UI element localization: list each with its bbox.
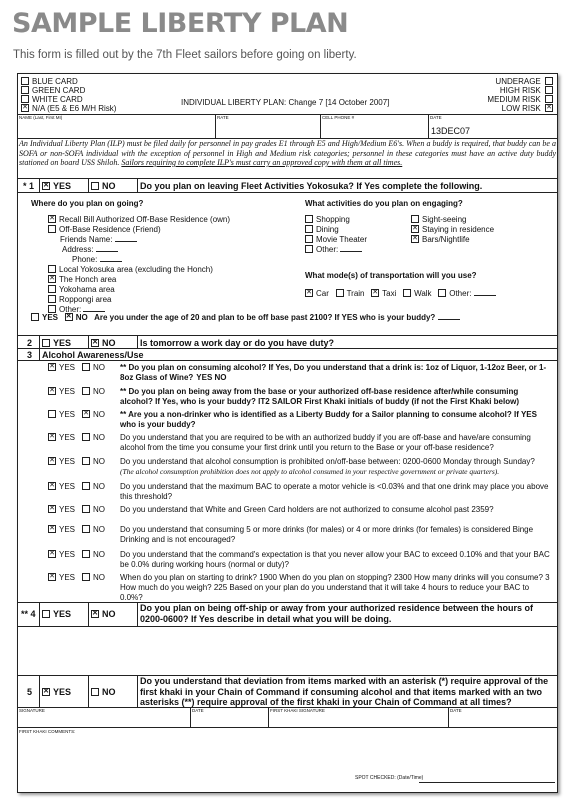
medium-risk-checkbox[interactable] (545, 95, 553, 103)
underage-no[interactable]: ✕ NO (65, 313, 88, 322)
activities-left-list (305, 215, 367, 255)
section-4-question: Do you plan on being off-ship or away from your authorized residence between the hours of 0200-0600? If Yes describe in detail what you will be doing. (140, 603, 534, 624)
alcohol-yes-option[interactable]: ✕YES (48, 433, 75, 442)
alcohol-no-option[interactable]: NO (82, 550, 105, 559)
comments-field[interactable]: FIRST KHAKI COMMENTS: (19, 729, 76, 734)
activity-option[interactable]: ✕Staying in residence (411, 225, 494, 235)
underage-text: Are you under the age of 20 and plan to be off base past 2100? If YES who is your buddy? (94, 313, 436, 322)
alcohol-yes-option[interactable]: ✕YES (48, 525, 75, 534)
section-5-yes[interactable]: ✕ YES (42, 687, 71, 697)
signature-date-field[interactable]: DATE (192, 708, 204, 713)
white-card-checkbox[interactable] (21, 95, 29, 103)
section-3-number: 3 (27, 350, 33, 360)
alcohol-yes-option[interactable]: ✕YES (48, 573, 75, 582)
where-option[interactable]: Local Yokosuka area (excluding the Honch) (48, 265, 230, 275)
rate-field-label: RATE (217, 115, 229, 120)
transport-option[interactable]: Walk (403, 289, 431, 298)
activities-title: What activities do you plan on engaging? (305, 199, 463, 208)
activity-option[interactable]: ✕Bars/Nightlife (411, 235, 494, 245)
green-card-checkbox[interactable] (21, 86, 29, 94)
transport-option[interactable]: ✕Car (305, 289, 329, 298)
page-subtitle: This form is filled out by the 7th Fleet sailors before going on liberty. (13, 49, 357, 61)
alcohol-yes-option[interactable]: ✕YES (48, 457, 75, 466)
high-risk-checkbox[interactable] (545, 86, 553, 94)
card-option[interactable] (21, 77, 116, 86)
alcohol-question-text: ** Do you plan on consuming alcohol? If Yes, Do you understand that a drink is: 1oz of Liquor, 1-12oz Beer, or 1-8oz Glass of Wine? YES NO (120, 363, 547, 382)
section-3-title: Alcohol Awareness/Use (42, 350, 144, 360)
section-1-no[interactable]: NO (91, 181, 116, 191)
activity-option[interactable]: Movie Theater (305, 235, 367, 245)
alcohol-question-tail[interactable]: YES NO (196, 373, 227, 382)
card-label: BLUE CARD (32, 77, 78, 86)
section-2-number: 2 (27, 338, 33, 348)
friend-name-field[interactable]: Friends Name: (48, 235, 230, 245)
alcohol-no-option[interactable]: NO (82, 573, 105, 582)
section-2-no[interactable]: ✕ NO (91, 338, 116, 348)
alcohol-question-text: Do you understand that the maximum BAC to operate a motor vehicle is <0.03% and that one drink may place you above this threshold? (120, 482, 549, 501)
transport-option[interactable]: Train (336, 289, 365, 298)
intro-text (19, 139, 556, 168)
date-field-value[interactable]: 13DEC07 (431, 126, 471, 136)
where-option[interactable]: Other: (48, 305, 230, 315)
alcohol-no-option[interactable]: ✕ NO (82, 410, 105, 419)
intro-underlined: Sailors requiring to complete ILP's must carry an approved copy with them at all times. (121, 158, 403, 167)
alcohol-yes-option[interactable]: YES (48, 410, 75, 419)
section-4-no[interactable]: ✕ NO (91, 609, 116, 619)
cell-field-label: CELL PHONE # (322, 115, 355, 120)
section-5-no[interactable]: NO (91, 687, 116, 697)
transport-option[interactable]: Other: (438, 289, 495, 298)
activity-option[interactable]: Dining (305, 225, 367, 235)
alcohol-question-text: Do you understand that the command's expectation is that you never allow your BAC to exceed 0.10% and that your BAC be 0.0% during working hours (normal or duty)? (120, 550, 550, 569)
risk-option[interactable] (487, 86, 553, 95)
alcohol-question-text: ** Are you a non-drinker who is identified as a Liberty Buddy for a Sailor planning to consume alcohol? If YES who is your buddy? (120, 410, 537, 429)
risk-option[interactable] (487, 104, 553, 113)
activity-option[interactable]: Shopping (305, 215, 367, 225)
risk-label: LOW RISK (501, 104, 541, 113)
card-label: WHITE CARD (32, 95, 83, 104)
alcohol-yes-option[interactable]: ✕YES (48, 387, 75, 396)
alcohol-question-text: ** Do you plan on being away from the base or your authorized off-base residence after/while consuming alcohol? If Yes, who is your buddy? IT2 SAILOR First Khaki initials of buddy (if not the First Khaki below) (120, 387, 519, 406)
where-option[interactable]: Yokohama area (48, 285, 230, 295)
section-2-yes[interactable]: YES (42, 338, 71, 348)
name-field-label: NAME (Last, First MI) (19, 115, 63, 120)
signature-field[interactable]: SIGNATURE (19, 708, 45, 713)
risk-label: UNDERAGE (495, 77, 541, 86)
where-list (48, 215, 230, 315)
transport-title: What mode(s) of transportation will you use? (305, 271, 477, 280)
activities-right-list (411, 215, 494, 245)
where-option[interactable]: ✕Recall Bill Authorized Off-Base Residence (own) (48, 215, 230, 225)
na-checkbox[interactable] (21, 104, 29, 112)
activity-option[interactable]: Sight-seeing (411, 215, 494, 225)
underage-question (31, 313, 460, 322)
card-option[interactable] (21, 95, 116, 104)
friend-address-field[interactable]: Address: (48, 245, 230, 255)
risk-option[interactable] (487, 77, 553, 86)
alcohol-yes-option[interactable]: ✕YES (48, 550, 75, 559)
date-field-label: DATE (430, 115, 442, 120)
section-4-description-area[interactable] (19, 627, 556, 675)
where-option[interactable]: Off-Base Residence (Friend) (48, 225, 230, 235)
alcohol-no-option[interactable]: NO (82, 363, 105, 372)
page-title: SAMPLE LIBERTY PLAN (12, 8, 349, 39)
underage-checkbox[interactable] (545, 77, 553, 85)
where-title: Where do you plan on going? (31, 199, 144, 208)
section-5-question: Do you understand that deviation from items marked with an asterisk (*) require approval of the first khaki in your Chain of Command if consuming alcohol and that items marked with an two asterisks (**) require approval of the first khaki in your Chain of Command at all times? (140, 676, 549, 707)
section-1-number: * 1 (23, 181, 35, 191)
transport-option[interactable]: ✕ Taxi (371, 289, 396, 298)
activity-option[interactable]: Other: (305, 245, 367, 255)
transport-list (305, 289, 496, 298)
alcohol-question-text: When do you plan on starting to drink? 1900 When do you plan on stopping? 2300 How many drinks will you consume? 3 How much do you weigh? 225 Based on your plan do you understand that it will take 4 hours to reduce your BAC to 0.0%? (120, 573, 550, 602)
alcohol-question-note: (The alcohol consumption prohibition does not apply to alcohol consumed in your respective government or private quarters). (120, 467, 500, 476)
blue-card-checkbox[interactable] (21, 77, 29, 85)
card-option[interactable] (21, 86, 116, 95)
liberty-plan-form (17, 73, 558, 793)
risk-label: MEDIUM RISK (487, 95, 541, 104)
alcohol-no-option[interactable]: NO (82, 482, 105, 491)
card-option[interactable] (21, 104, 116, 113)
section-5-number: 5 (27, 687, 33, 697)
section-4-number: ** 4 (21, 609, 36, 619)
alcohol-question-text: Do you understand that you are required to be with an authorized buddy if you are off-base and have/are consuming alcohol from the time you consume your first drink until you return to the Base or your off-base residence? (120, 433, 531, 452)
low-risk-checkbox[interactable] (545, 104, 553, 112)
alcohol-question-text: Do you understand that alcohol consumption is prohibited on/off-base between: 0200-0600 Monday through Sunday? (The alcohol consumption prohibition does not apply to alcohol consumed in your respective government or private quarters). (120, 457, 553, 477)
card-type-list (21, 77, 116, 113)
form-title: INDIVIDUAL LIBERTY PLAN: Change 7 [14 October 2007] (181, 98, 390, 107)
intro-paragraph: An Individual Liberty Plan (ILP) must be filed daily for personnel in pay grades E1 through E5 and High/Medium E6's. When a buddy is required, that buddy can be a SOFA or non-SOFA individual with the exception of personnel in High and Medium risk categories; personnel in these categories must have an active duty buddy stationed on board USS Shiloh. (19, 139, 556, 167)
section-4-yes[interactable]: YES (42, 609, 71, 619)
section-1-yes[interactable]: ✕ YES (42, 181, 71, 191)
section-1-question: Do you plan on leaving Fleet Activities Yokosuka? If Yes complete the following. (140, 181, 483, 191)
alcohol-question-text: Do you understand that White and Green Card holders are not authorized to consume alcohol past 2359? (120, 505, 494, 514)
first-khaki-signature-field[interactable]: FIRST KHAKI SIGNATURE (270, 708, 325, 713)
where-option[interactable]: ✕The Honch area (48, 275, 230, 285)
spot-check-field[interactable]: SPOT CHECKED: (Date/Time) (355, 775, 424, 781)
card-label: GREEN CARD (32, 86, 86, 95)
underage-yes[interactable]: YES (31, 313, 58, 322)
alcohol-no-option[interactable]: NO (82, 505, 105, 514)
alcohol-question-text: Do you understand that consuming 5 or more drinks (for males) or 4 or more drinks (for females) is considered Binge Drinking and is not encouraged? (120, 525, 534, 544)
alcohol-no-option[interactable]: NO (82, 387, 105, 396)
alcohol-no-option[interactable]: NO (82, 433, 105, 442)
where-option[interactable]: Roppongi area (48, 295, 230, 305)
alcohol-yes-option[interactable]: ✕YES (48, 505, 75, 514)
card-label: N/A (E5 & E6 M/H Risk) (32, 104, 117, 113)
alcohol-no-option[interactable]: NO (82, 525, 105, 534)
first-khaki-date-field[interactable]: DATE (450, 708, 462, 713)
risk-level-list (487, 77, 553, 113)
risk-label: HIGH RISK (499, 86, 541, 95)
alcohol-yes-option[interactable]: ✕YES (48, 363, 75, 372)
alcohol-yes-option[interactable]: ✕YES (48, 482, 75, 491)
section-2-question: Is tomorrow a work day or do you have duty? (140, 338, 335, 348)
friend-phone-field[interactable]: Phone: (48, 255, 230, 265)
alcohol-no-option[interactable]: NO (82, 457, 105, 466)
risk-option[interactable] (487, 95, 553, 104)
